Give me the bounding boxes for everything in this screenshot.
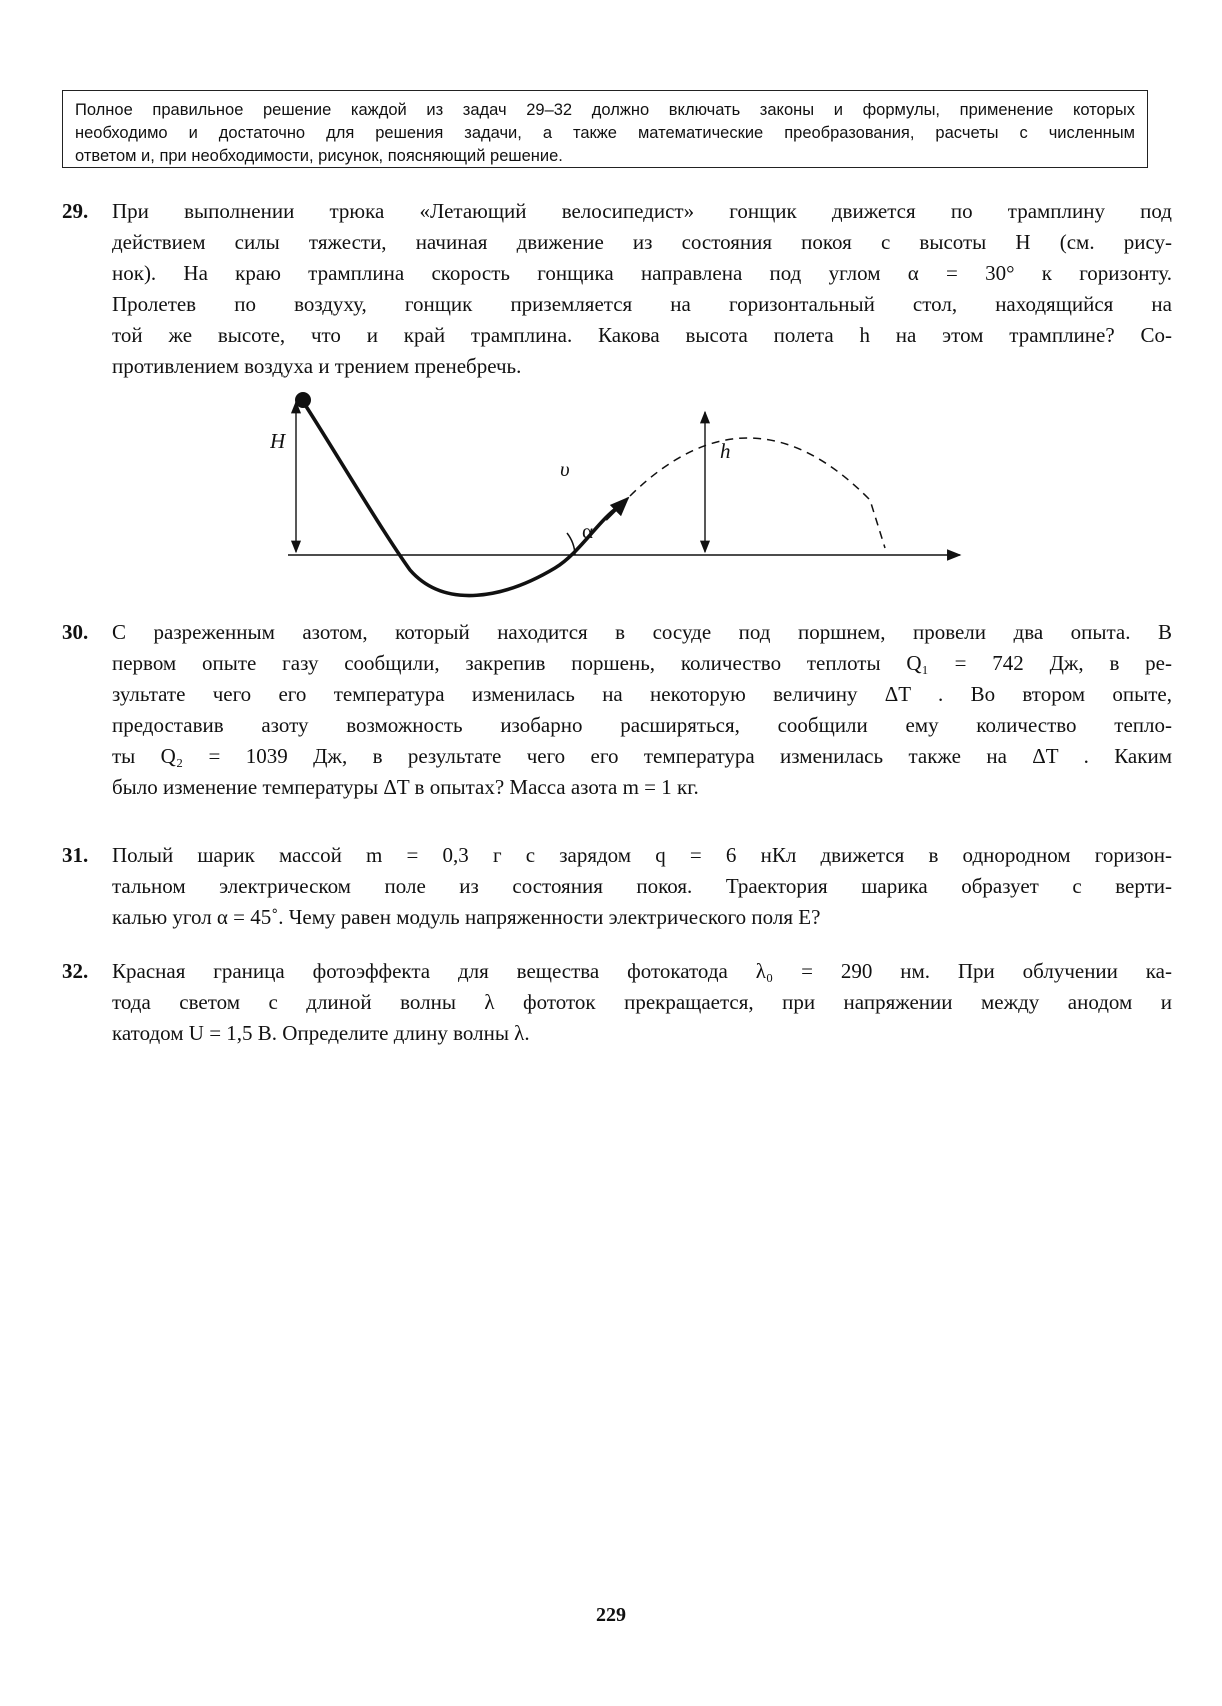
task-32 [62, 956, 1172, 1049]
task-line: было изменение температуры ΔT в опытах? Масса азота m = 1 кг. [112, 775, 699, 799]
label-v: υ [560, 457, 570, 481]
task-line: тальном электрическом поле из состояния покоя. Траектория шарика образует с верти- [112, 874, 1172, 898]
task-line: той же высоте, что и край трамплина. Какова высота полета h на этом трамплине? Со- [112, 323, 1172, 347]
label-H: H [270, 429, 286, 453]
task-29 [62, 196, 1172, 382]
task-line: Пролетев по воздуху, гонщик приземляется на горизонтальный стол, находящийся на [112, 292, 1172, 316]
task-number: 31. [62, 843, 89, 867]
task-30 [62, 617, 1172, 803]
task-line: первом опыте газу сообщили, закрепив поршень, количество теплоты Q₁ = 742 Дж, в ре- [112, 651, 1172, 675]
task-line: действием силы тяжести, начиная движение из состояния покоя с высоты H (см. рису- [112, 230, 1172, 254]
label-alpha: α [582, 519, 594, 543]
task-text [112, 617, 1172, 803]
flight-trajectory [630, 438, 885, 548]
task-line: калью угол α = 45˚. Чему равен модуль напряженности электрического поля E? [112, 905, 821, 929]
ramp-curve [302, 400, 620, 596]
task-31 [62, 840, 1172, 933]
trampoline-diagram [270, 388, 970, 608]
task-number: 29. [62, 199, 89, 223]
instructions-line: ответом и, при необходимости, рисунок, поясняющий решение. [75, 147, 563, 165]
velocity-arrow [606, 498, 628, 520]
task-line: тода светом с длиной волны λ фототок прекращается, при напряжении между анодом и [112, 990, 1172, 1014]
task-text [112, 840, 1172, 933]
task-line: При выполнении трюка «Летающий велосипедист» гонщик движется по трамплину под [112, 199, 1172, 223]
instructions-line: необходимо и достаточно для решения задачи, а также математические преобразования, расчеты с численным [75, 124, 1135, 142]
task-line: С разреженным азотом, который находится в сосуде под поршнем, провели два опыта. В [112, 620, 1172, 644]
task-line: Красная граница фотоэффекта для вещества фотокатода λ₀ = 290 нм. При облучении ка- [112, 959, 1172, 983]
task-line: ты Q₂ = 1039 Дж, в результате чего его температура изменилась также на ΔT . Каким [112, 744, 1172, 768]
task-line: предоставив азоту возможность изобарно расширяться, сообщили ему количество тепло- [112, 713, 1172, 737]
instructions-box [62, 90, 1148, 168]
task-number: 30. [62, 620, 89, 644]
label-h: h [720, 439, 731, 463]
task-line: Полый шарик массой m = 0,3 г с зарядом q = 6 нКл движется в однородном горизон- [112, 843, 1172, 867]
task-text [112, 196, 1172, 382]
task-line: нок). На краю трамплина скорость гонщика направлена под углом α = 30° к горизонту. [112, 261, 1172, 285]
task-line: противлением воздуха и трением пренебречь. [112, 354, 522, 378]
task-number: 32. [62, 959, 89, 983]
instructions-line: Полное правильное решение каждой из задач 29–32 должно включать законы и формулы, применение которых [75, 101, 1135, 119]
task-line: катодом U = 1,5 В. Определите длину волны λ. [112, 1021, 530, 1045]
rider-ball [295, 392, 311, 408]
task-text [112, 956, 1172, 1049]
page-number: 229 [596, 1604, 626, 1626]
task-line: зультате чего его температура изменилась на некоторую величину ΔT . Во втором опыте, [112, 682, 1172, 706]
